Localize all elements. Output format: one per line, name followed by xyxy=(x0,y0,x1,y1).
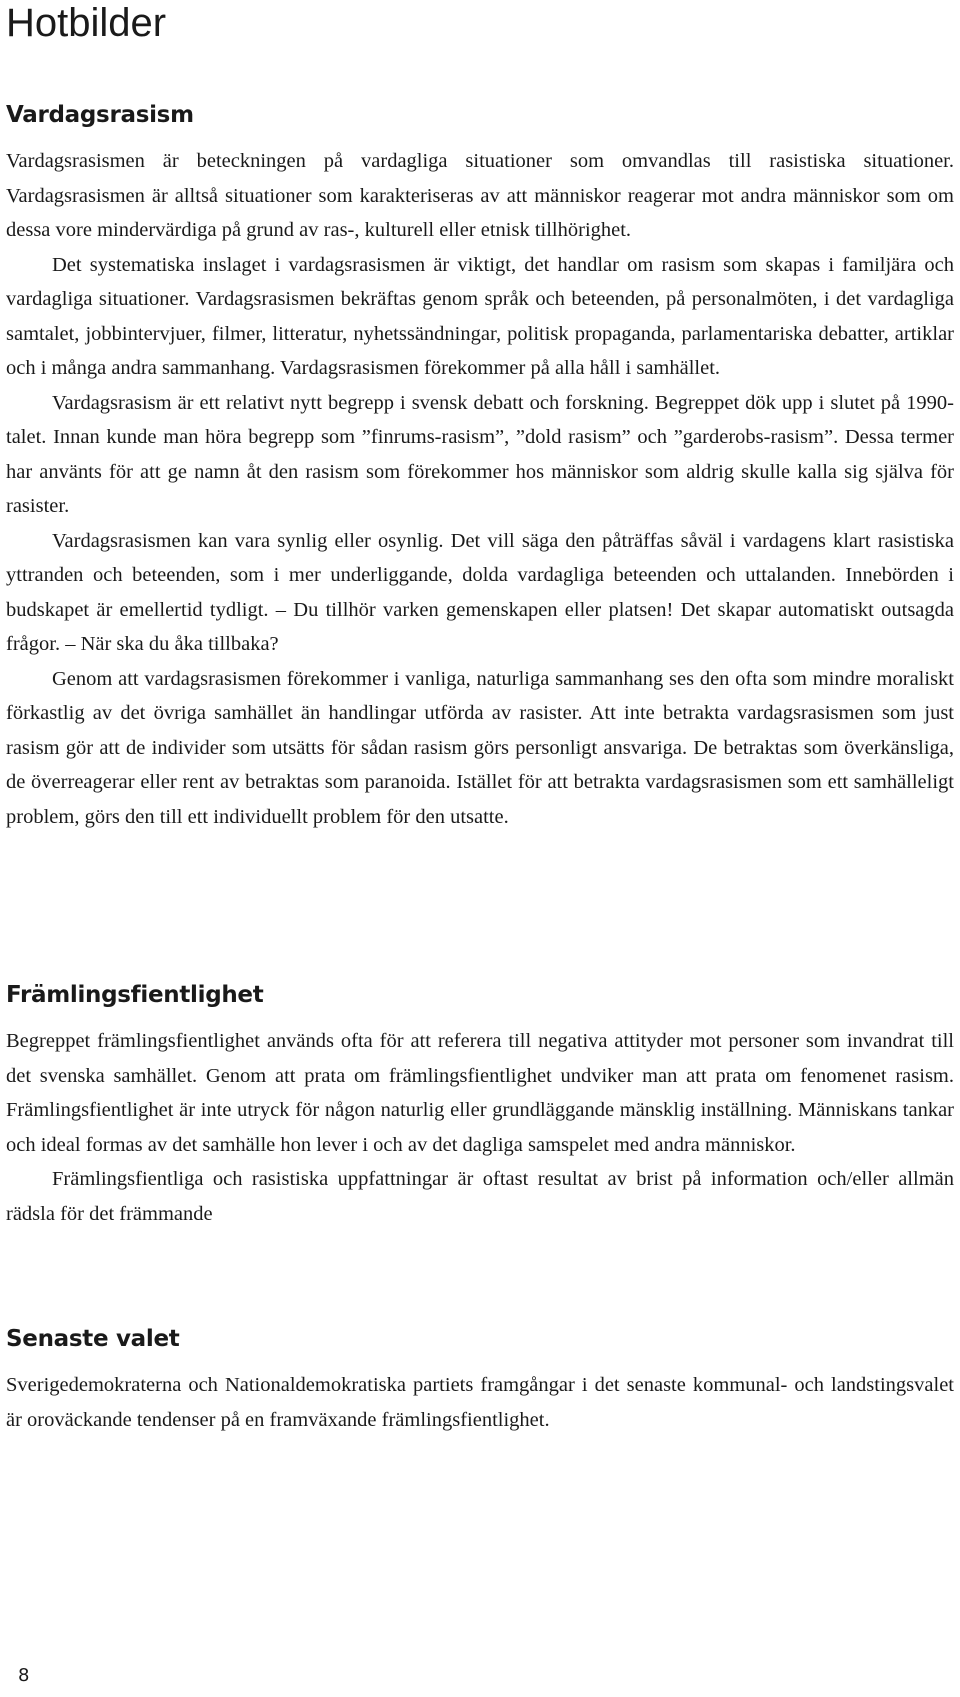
paragraph: Genom att vardagsrasismen förekommer i vanliga, naturliga sammanhang ses den ofta som mindre moraliskt förkastlig av det övriga samhället än handlingar utförda av rasister. Att inte betrakta vardagsrasismen som just rasism gör att de individer som utsätts för sådan rasism görs personligt ansvariga. De betraktas som överkänsliga, de överreagerar eller rent av betraktas som paranoida. Istället för att betrakta vardagsrasismen som ett samhälleligt problem, görs den till ett individuellt problem för den utsatte. xyxy=(6,667,954,828)
section-senaste-valet xyxy=(6,1324,954,1437)
section-heading: Främlingsfientlighet xyxy=(6,982,264,1008)
page-number: 8 xyxy=(18,1665,30,1686)
section-heading: Vardagsrasism xyxy=(6,102,194,128)
section-framlingsfientlighet xyxy=(6,980,954,1231)
paragraph: Det systematiska inslaget i vardagsrasismen är viktigt, det handlar om rasism som skapas i familjära och vardagliga situationer. Vardagsrasismen bekräftas genom språk och beteenden, på personalmöten, i det vardagliga samtalet, jobbintervjuer, filmer, litteratur, nyhetssändningar, politisk propaganda, parlamentariska debatter, artiklar och i många andra sammanhang. Vardagsrasismen förekommer på alla håll i samhället. xyxy=(6,253,954,379)
paragraph: Vardagsrasism är ett relativt nytt begrepp i svensk debatt och forskning. Begreppet dök upp i slutet på 1990-talet. Innan kunde man höra begrepp som ”finrums-rasism”, ”dold rasism” och ”garderobs-rasism”. Dessa termer har använts för att ge namn åt den rasism som förekommer hos människor som aldrig skulle kalla sig själva för rasister. xyxy=(6,391,954,517)
paragraph: Begreppet främlingsfientlighet används ofta för att referera till negativa attityder mot personer som invandrat till det svenska samhället. Genom att prata om främlingsfientlighet undviker man att prata om fenomenet rasism. Främlingsfientlighet är inte utryck för någon naturlig eller grundläggande mänsklig inställning. Människans tankar och ideal formas av det samhälle hon lever i och av det dagliga samspelet med andra människor. xyxy=(6,1030,954,1156)
paragraph: Främlingsfientliga och rasistiska uppfattningar är oftast resultat av brist på information och/eller allmän rädsla för det främmande xyxy=(6,1168,954,1225)
section-heading: Senaste valet xyxy=(6,1326,180,1352)
paragraph: Vardagsrasismen kan vara synlig eller osynlig. Det vill säga den påträffas såväl i vardagens klart rasistiska yttranden och beteenden, som i mer underliggande, dolda vardagliga beteenden och uttalanden. Innebörden i budskapet är emellertid tydligt. – Du tillhör varken gemenskapen eller platsen! Det skapar automatiskt outsagda frågor. – När ska du åka tillbaka? xyxy=(6,529,954,655)
paragraph: Sverigedemokraterna och Nationaldemokratiska partiets framgångar i det senaste kommunal- och landstingsvalet är oroväckande tendenser på en framväxande främlingsfientlighet. xyxy=(6,1374,954,1431)
section-vardagsrasism xyxy=(6,100,954,834)
page-title: Hotbilder xyxy=(6,1,167,45)
paragraph: Vardagsrasismen är beteckningen på vardagliga situationer som omvandlas till rasistiska situationer. Vardagsrasismen är alltså situationer som karakteriseras av att människor reagerar mot andra människor som om dessa vore mindervärdiga på grund av ras-, kulturell eller etnisk tillhörighet. xyxy=(6,150,954,241)
